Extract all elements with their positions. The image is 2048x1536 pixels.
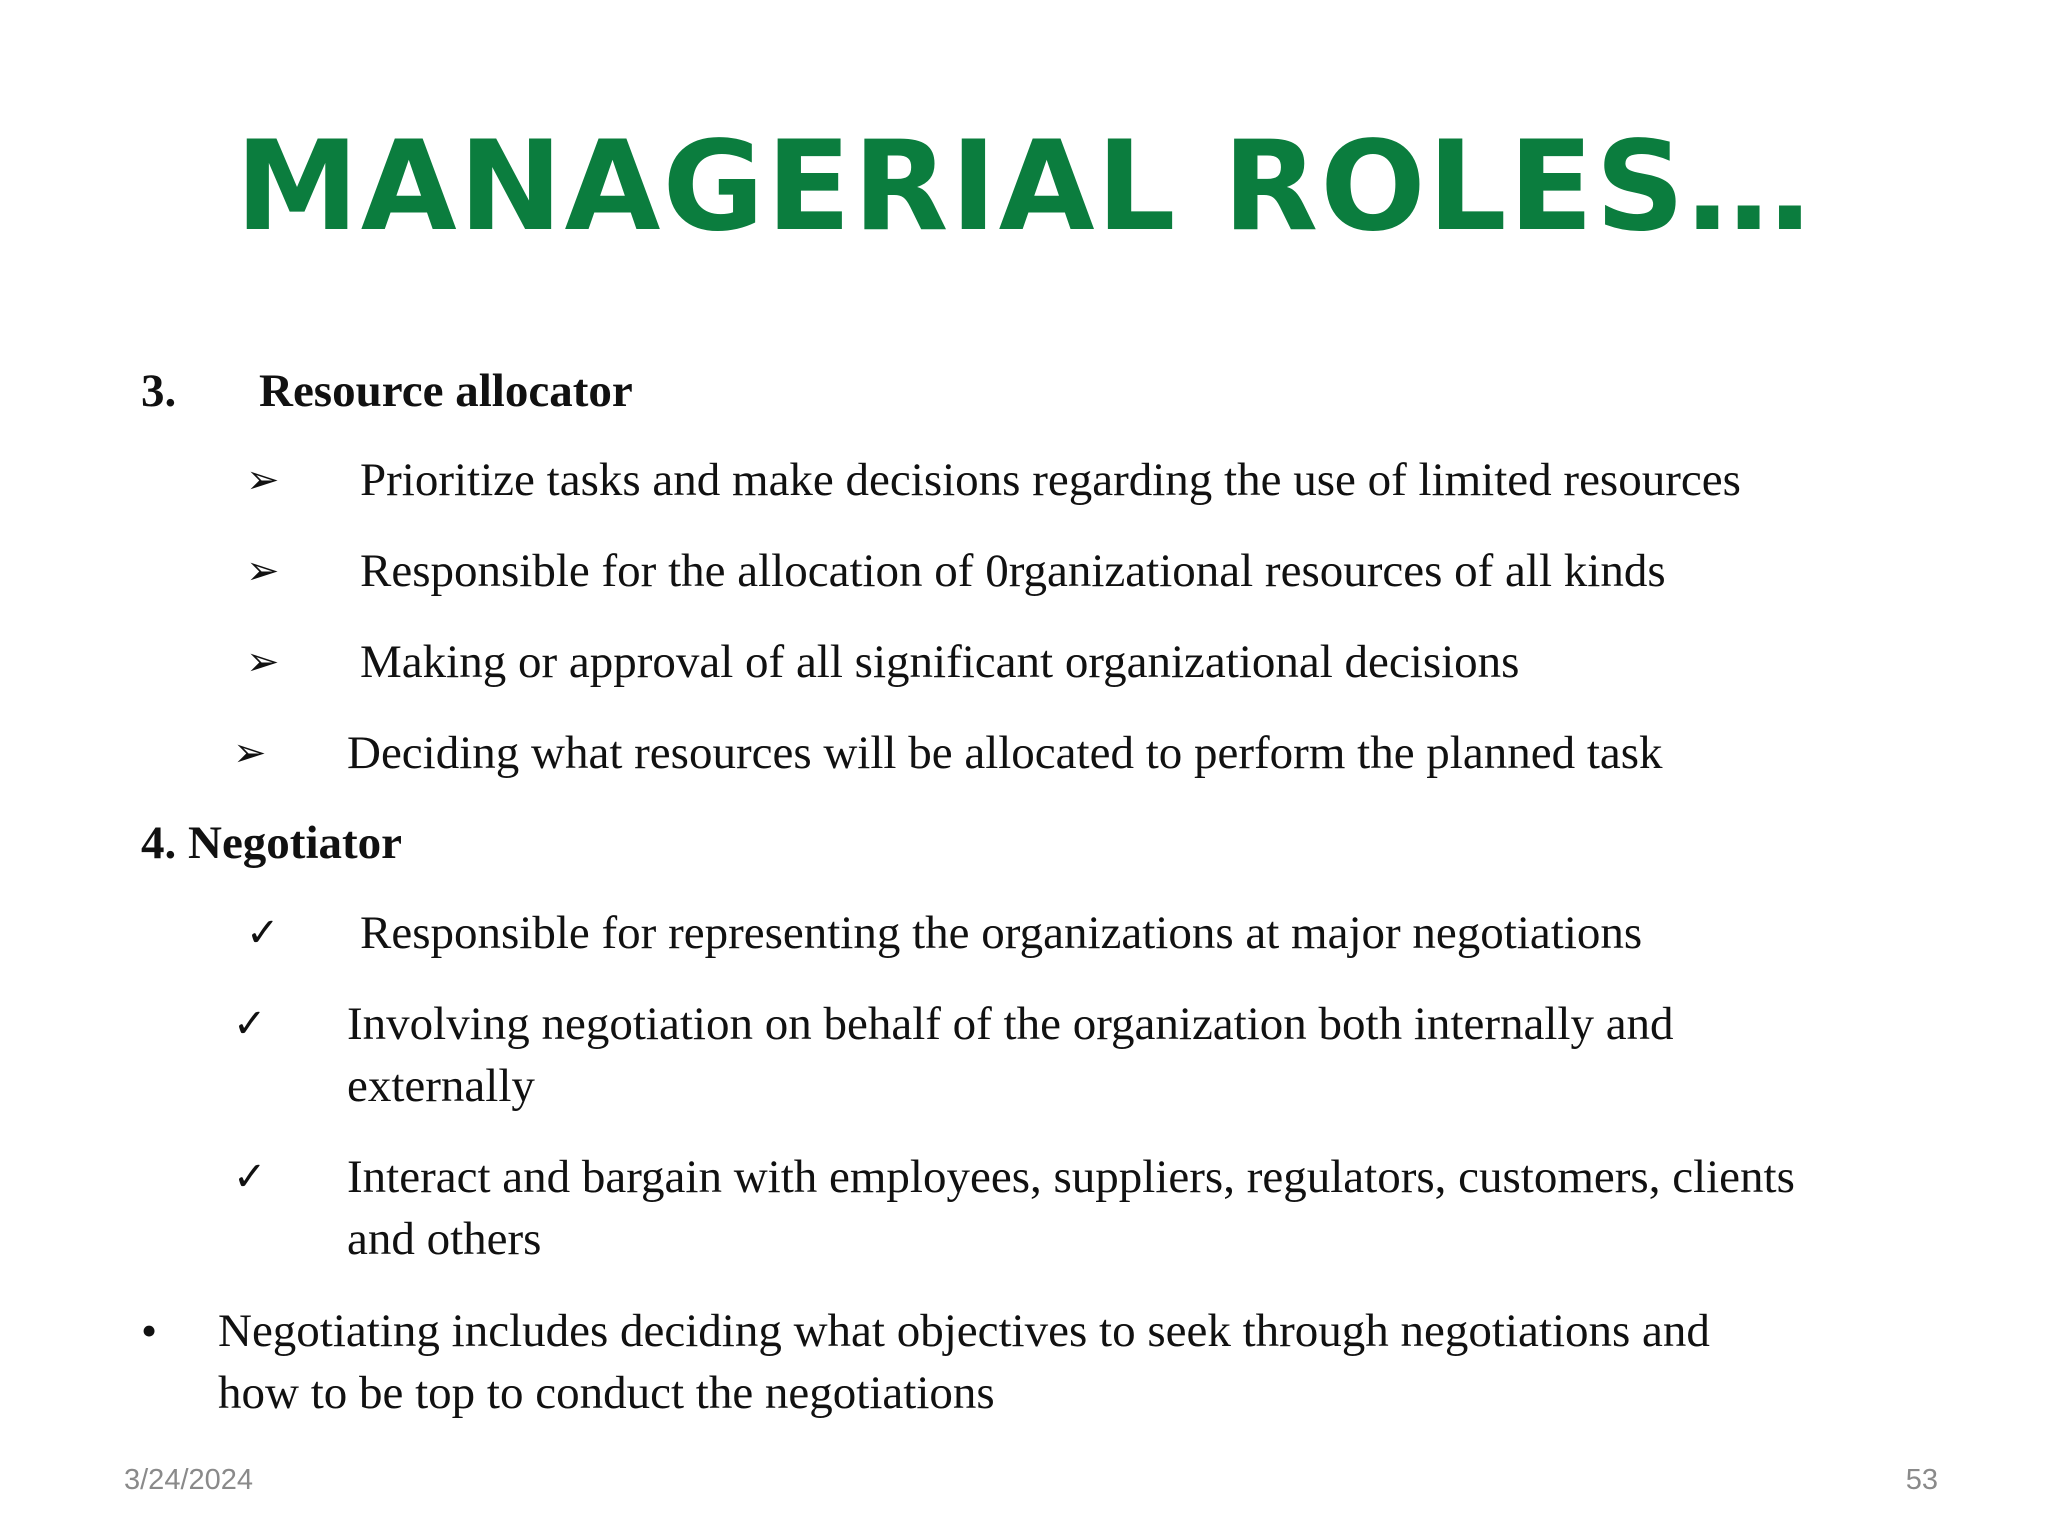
resource-bullet-1: Prioritize tasks and make decisions regarding the use of limited resources bbox=[360, 454, 1741, 506]
resource-bullet-4: Deciding what resources will be allocated to perform the planned task bbox=[347, 727, 1663, 779]
section-4-heading: 4. Negotiator bbox=[141, 817, 403, 869]
negotiator-check-1: Responsible for representing the organizations at major negotiations bbox=[360, 907, 1643, 959]
checkmark-icon: ✓ bbox=[233, 1154, 267, 1200]
arrowhead-bullet-icon: ➢ bbox=[233, 730, 267, 776]
note-line-1: Negotiating includes deciding what objectives to seek through negotiations and bbox=[218, 1305, 1710, 1357]
negotiator-check-2-line-1: Involving negotiation on behalf of the organization both internally and bbox=[347, 998, 1674, 1050]
section-3-heading: Resource allocator bbox=[259, 365, 633, 417]
note-line-2: how to be top to conduct the negotiations bbox=[218, 1367, 995, 1419]
negotiator-check-3-line-2: and others bbox=[347, 1213, 542, 1265]
arrowhead-bullet-icon: ➢ bbox=[246, 548, 280, 594]
resource-bullet-3: Making or approval of all significant organizational decisions bbox=[360, 636, 1520, 688]
arrowhead-bullet-icon: ➢ bbox=[246, 639, 280, 685]
negotiator-check-3-line-1: Interact and bargain with employees, suppliers, regulators, customers, clients bbox=[347, 1151, 1795, 1203]
checkmark-icon: ✓ bbox=[246, 910, 280, 956]
footer-date: 3/24/2024 bbox=[124, 1464, 254, 1496]
checkmark-icon: ✓ bbox=[233, 1001, 267, 1047]
section-3-number: 3. bbox=[141, 365, 177, 417]
negotiator-check-2-line-2: externally bbox=[347, 1060, 535, 1112]
arrowhead-bullet-icon: ➢ bbox=[246, 457, 280, 503]
slide-title: MANAGERIAL ROLES… bbox=[235, 115, 1813, 259]
footer-page-number: 53 bbox=[1905, 1464, 1938, 1496]
resource-bullet-2: Responsible for the allocation of 0rganizational resources of all kinds bbox=[360, 545, 1666, 597]
round-bullet-icon: • bbox=[141, 1305, 158, 1356]
